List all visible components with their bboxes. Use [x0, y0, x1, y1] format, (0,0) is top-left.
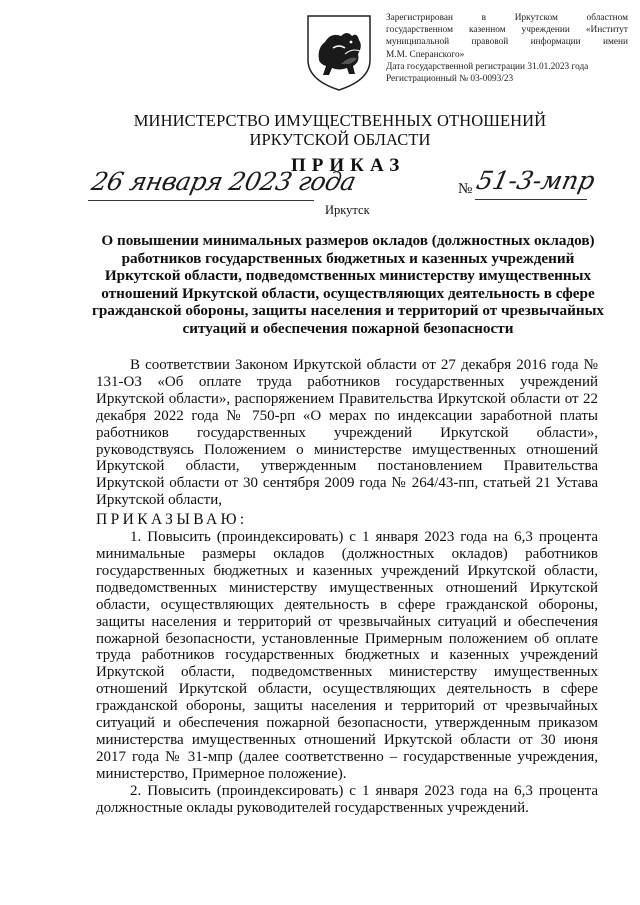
handwritten-number: 51-3-мпр	[473, 166, 598, 195]
city: Иркутск	[325, 203, 370, 217]
registration-line: Дата государственной регистрации 31.01.2023 года	[386, 61, 589, 72]
registration-stamp	[386, 12, 628, 85]
ministry-line-2: ИРКУТСКОЙ ОБЛАСТИ	[249, 130, 431, 149]
date-underline	[88, 200, 314, 201]
registration-line: Зарегистрирован в Иркутском областном	[386, 13, 628, 23]
registration-line: Регистрационный № 03-0093/23	[386, 74, 514, 85]
order-word: ПРИКАЗЫВАЮ:	[96, 511, 248, 529]
item-2-paragraph: 2. Повысить (проиндексировать) с 1 января 2023 года на 6,3 процента должностные оклады руководителей государственных учреждений.	[96, 782, 598, 816]
number-sign: №	[458, 181, 473, 197]
item-1-paragraph: 1. Повысить (проиндексировать) с 1 января 2023 года на 6,3 процента минимальные размеры окладов (должностных окладов) работников государственных бюджетных и казенных учреждений Иркутской области, подведомственных министерству имущественных отношений Иркутской области, осуществляющих деятельность в сфере гражданской обороны, защиты населения и территорий от чрезвычайных ситуаций и обеспечения пожарной безопасности, установленные Примерным положением об оплате труда работников государственных бюджетных и казенных учреждений Иркутской области, подведомственных министерству имущественных отношений Иркутской области, осуществляющих деятельность в сфере гражданской обороны, защиты населения и территорий от чрезвычайных ситуаций и обеспечения пожарной безопасности, утвержденным приказом министерства имущественных отношений Иркутской области от 30 июня 2017 года № 31-мпр (далее соответственно – государственные учреждения, министерство, Примерное положение).	[96, 529, 598, 782]
ministry-line-1: МИНИСТЕРСТВО ИМУЩЕСТВЕННЫХ ОТНОШЕНИЙ	[133, 111, 547, 130]
registration-line: муниципальной правовой информации имени	[386, 37, 628, 48]
ministry-name	[0, 111, 640, 149]
registration-line: М.М. Сперанского»	[386, 49, 465, 60]
registration-line: государственном казенном учреждении «Институт	[386, 25, 628, 36]
handwritten-date: 26 января 2023 года	[88, 167, 359, 196]
document-title: О повышении минимальных размеров окладов (должностных окладов) работников государственных бюджетных и казенных учреждений Иркутской области, подведомственных министерству имущественных отношений Иркутской области, осуществляющих деятельность в сфере гражданской обороны, защиты населения и территорий от чрезвычайных ситуаций и обеспечения пожарной безопасности	[91, 232, 605, 337]
document-type: ПРИКАЗ	[291, 155, 406, 176]
document-body	[96, 357, 598, 816]
coat-of-arms-icon	[305, 14, 373, 92]
number-underline	[475, 199, 587, 200]
preamble-paragraph: В соответствии Законом Иркутской области от 27 декабря 2016 года № 131-ОЗ «Об оплате труда работников государственных учреждений Иркутской области», распоряжением Правительства Иркутской области от 22 декабря 2022 года № 750-рп «О мерах по индексации заработной платы работников государственных учреждений Иркутской области», руководствуясь Положением о министерстве имущественных отношений Иркутской области, утвержденным постановлением Правительства Иркутской области от 30 сентября 2009 года № 264/43-пп, статьей 21 Устава Иркутской области,	[96, 357, 598, 509]
